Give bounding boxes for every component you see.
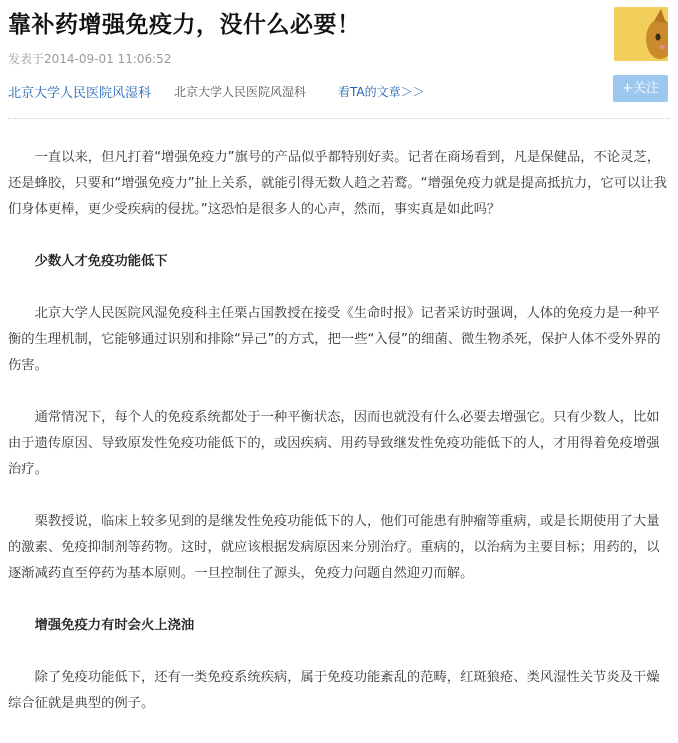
paragraph: 除了免疫功能低下，还有一类免疫系统疾病，属于免疫功能紊乱的范畴，红斑狼疮、类风湿性关节炎及干燥综合征就是典型的例子。 [8, 670, 660, 711]
page-title: 靠补药增强免疫力，没什么必要！ [8, 12, 361, 38]
author-org: 北京大学人民医院风湿科 [174, 85, 307, 99]
paragraph: 通常情况下，每个人的免疫系统都处于一种平衡状态，因而也就没有什么必要去增强它。只有少数人，比如由于遗传原因、导致原发性免疫功能低下的，或因疾病、用药导致继发性免疫功能低下的人，才用得着免疫增强治疗。 [8, 410, 660, 477]
article-body [8, 145, 670, 743]
divider [8, 118, 670, 119]
article-header [0, 0, 678, 112]
view-articles-link[interactable]: 看TA的文章＞＞ [338, 85, 425, 99]
follow-button[interactable]: +关注 [613, 75, 668, 102]
cat-avatar-icon[interactable] [614, 7, 668, 61]
paragraph: 北京大学人民医院风湿免疫科主任栗占国教授在接受《生命时报》记者采访时强调，人体的免疫力是一种平衡的生理机制，它能够通过识别和排除“异己”的方式，把一些“入侵”的细菌、微生物杀死，保护人体不受外界的伤害。 [8, 306, 661, 373]
section-heading: 少数人才免疫功能低下 [34, 254, 168, 269]
author-row [8, 82, 668, 102]
publish-date: 发表于2014-09-01 11:06:52 [8, 52, 172, 66]
paragraph: 栗教授说，临床上较多见到的是继发性免疫功能低下的人，他们可能患有肿瘤等重病，或是长期使用了大量的激素、免疫抑制剂等药物。这时，就应该根据发病原因来分别治疗。重病的，以治病为主要目标；用药的，以逐渐减药直至停药为基本原则。一旦控制住了源头，免疫力问题自然迎刃而解。 [8, 514, 660, 581]
section-heading: 增强免疫力有时会火上浇油 [34, 618, 195, 633]
paragraph: 一直以来，但凡打着“增强免疫力”旗号的产品似乎都特别好卖。记者在商场看到，凡是保健品，不论灵芝，还是蜂胶，只要和“增强免疫力”扯上关系，就能引得无数人趋之若鹜。“增强免疫力就是提高抵抗力，它可以让我们身体更棒，更少受疾病的侵扰。”这恐怕是很多人的心声，然而，事实真是如此吗？ [8, 150, 667, 217]
author-name-link[interactable]: 北京大学人民医院风湿科 [8, 86, 152, 101]
